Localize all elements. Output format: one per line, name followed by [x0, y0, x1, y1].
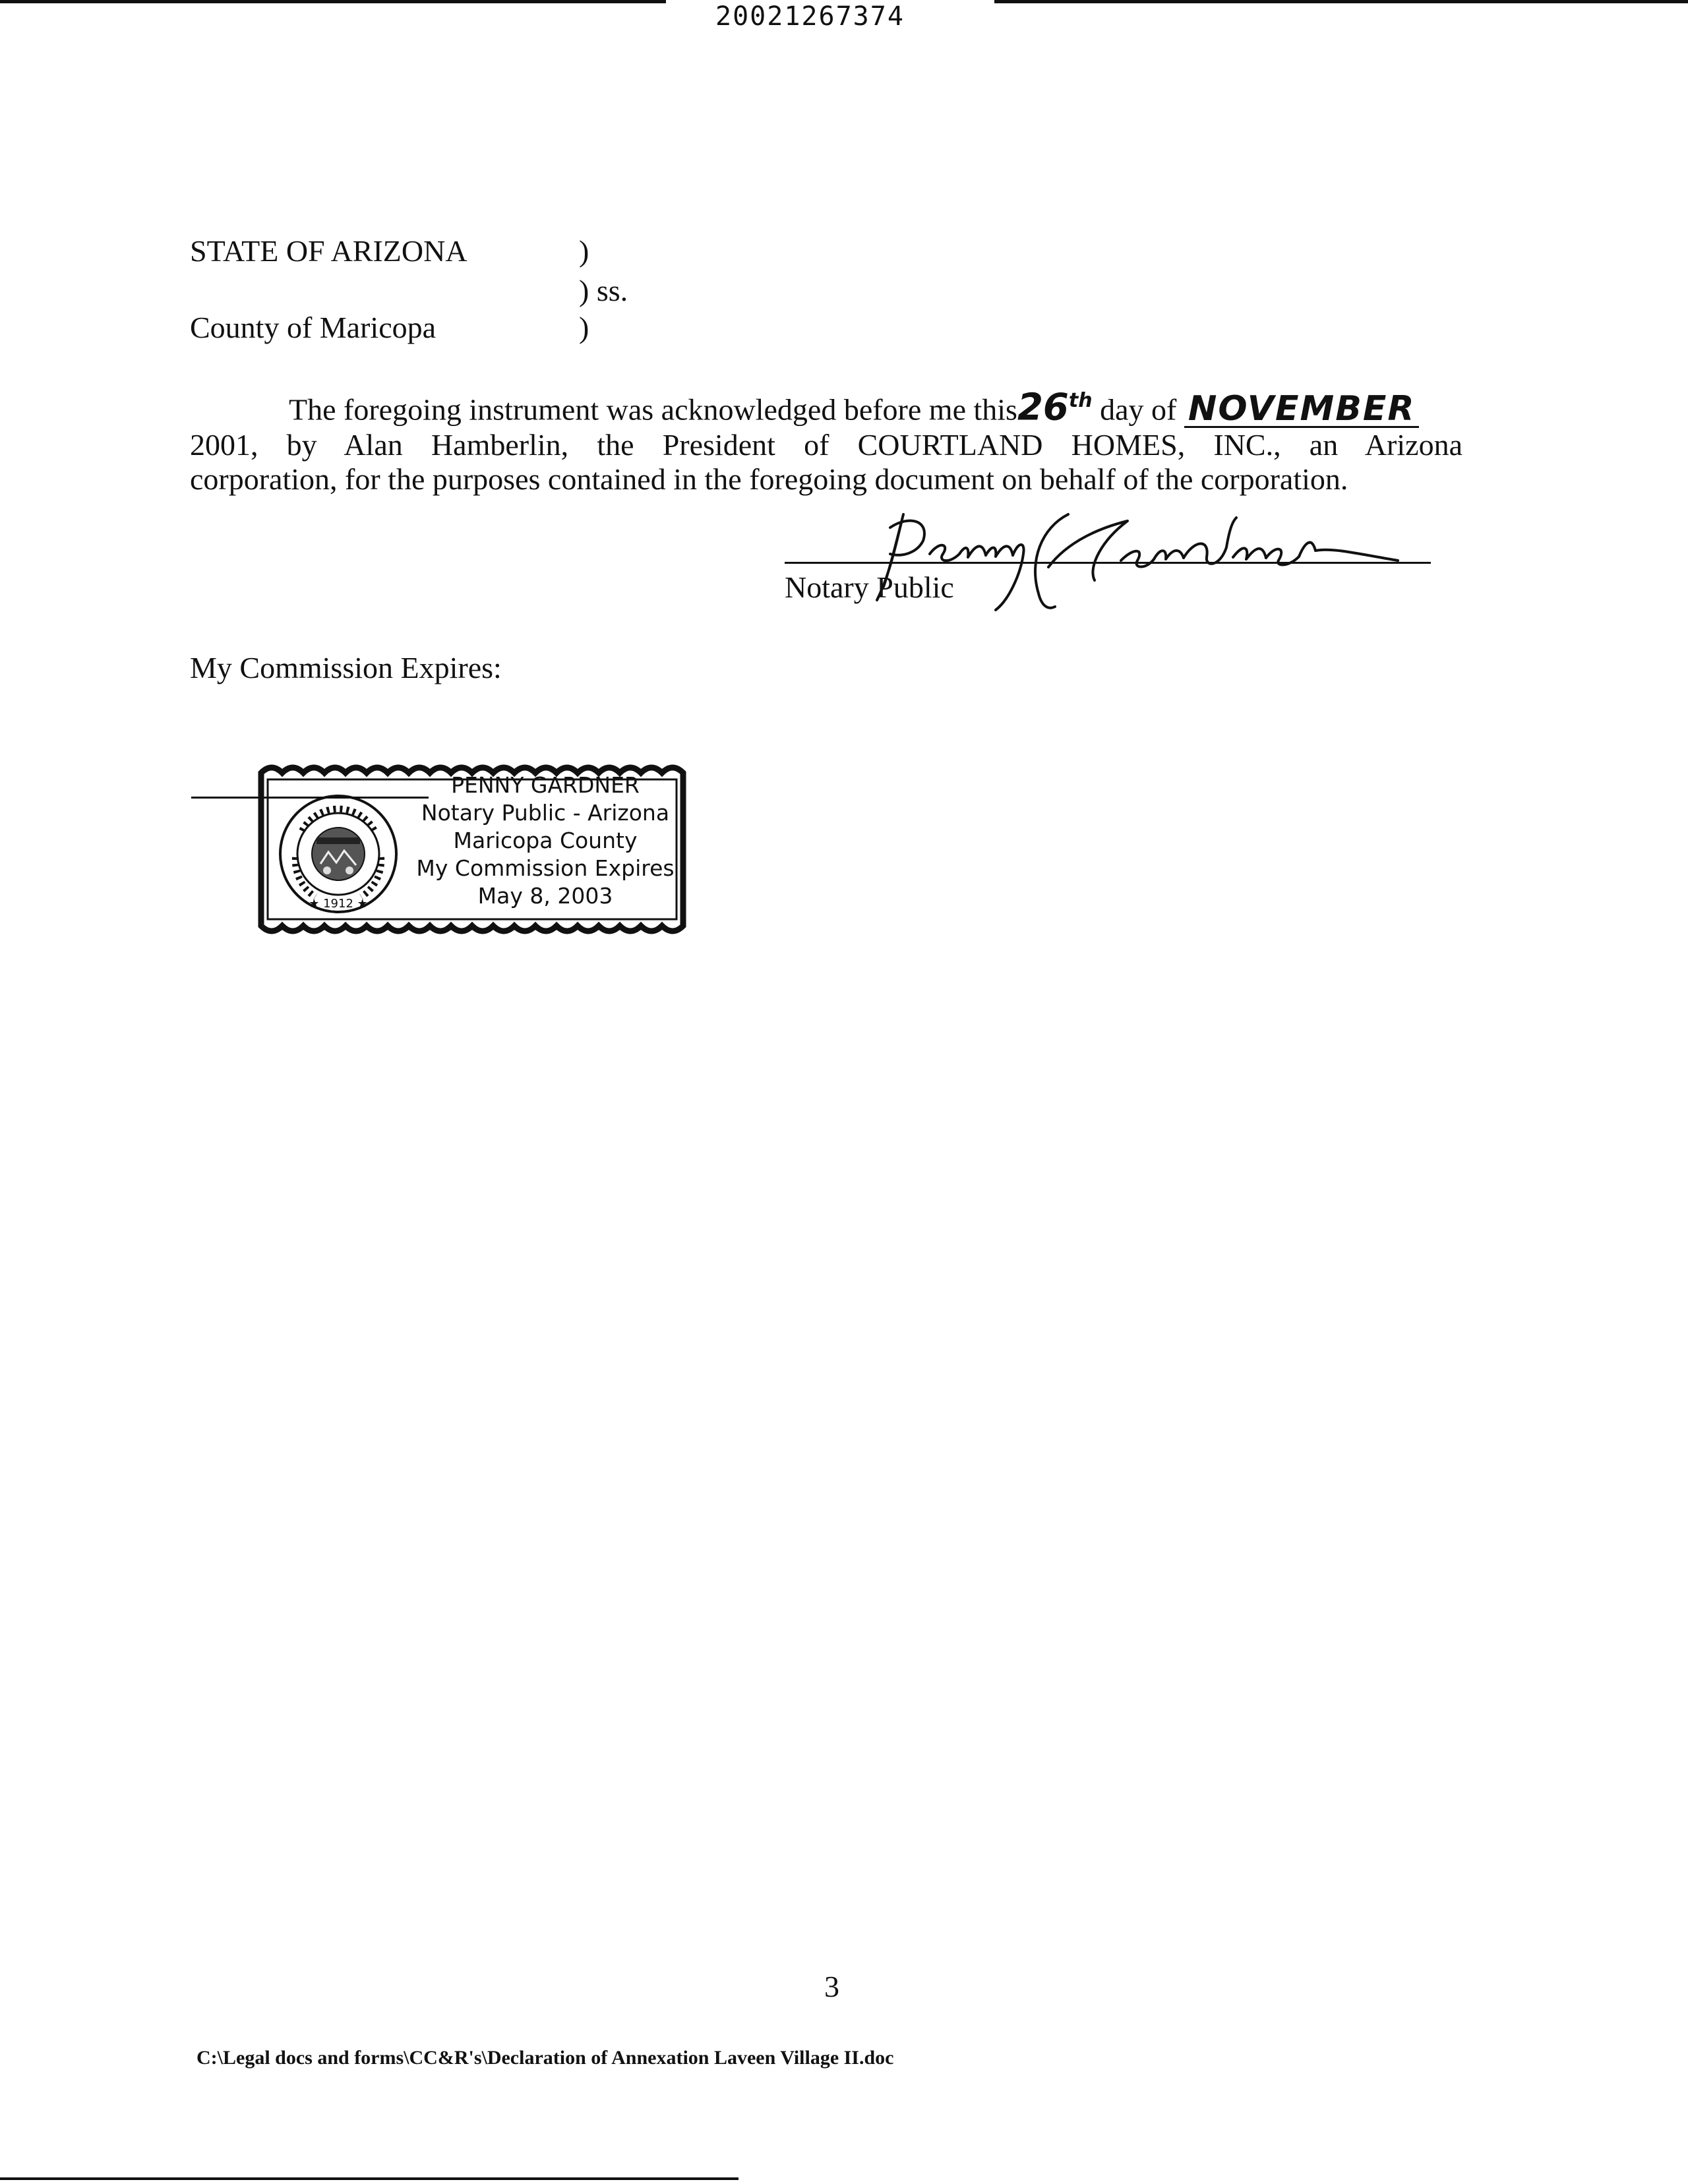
- state-label: STATE OF ARIZONA: [190, 234, 467, 268]
- venue-paren-top: ): [579, 234, 589, 268]
- acknowledgment-line-3: corporation, for the purposes contained in the foregoing document on behalf of the corporation.: [190, 462, 1348, 496]
- venue-paren-bottom: ): [579, 311, 589, 344]
- acknowledgment-line-2: 2001, by Alan Hamberlin, the President of COURTLAND HOMES, INC., an Arizona: [190, 427, 1462, 462]
- acknowledgment-day-of: day of: [1100, 392, 1177, 427]
- day-suffix: th: [1068, 389, 1093, 412]
- ss-label: ) ss.: [579, 274, 628, 307]
- bottom-border: [0, 2177, 738, 2180]
- footer-file-path: C:\Legal docs and forms\CC&R's\Declaration of Annexation Laveen Village II.doc: [196, 2047, 894, 2069]
- top-border-left: [0, 0, 666, 3]
- stamp-county: Maricopa County: [453, 828, 638, 853]
- notary-public-label: Notary Public: [785, 570, 954, 604]
- handwritten-day: [1017, 384, 1093, 429]
- stamp-expires-label: My Commission Expires: [416, 855, 675, 881]
- acknowledgment-line-1: [190, 384, 1462, 428]
- great-seal-of-arizona: [276, 791, 401, 917]
- document-number: 20021267374: [715, 1, 905, 32]
- notary-stamp: [252, 758, 694, 940]
- acknowledgment-paragraph: [190, 384, 1462, 497]
- stamp-expires-date: May 8, 2003: [477, 883, 613, 909]
- stamp-notary-title: Notary Public - Arizona: [421, 800, 670, 826]
- stamp-notary-name: PENNY GARDNER: [451, 772, 640, 798]
- page-number: 3: [824, 1970, 839, 2003]
- acknowledgment-text-start: The foregoing instrument was acknowledged before me this: [289, 392, 1017, 427]
- commission-expires-label: My Commission Expires:: [190, 651, 502, 684]
- svg-text:★ 1912 ★: ★ 1912 ★: [309, 897, 368, 911]
- day-value: 26: [1017, 386, 1069, 429]
- top-border-right: [994, 0, 1688, 3]
- handwritten-month: NOVEMBER: [1184, 392, 1420, 428]
- signature-line: [785, 562, 1431, 564]
- county-label: County of Maricopa: [190, 311, 437, 344]
- stamp-text-block: [410, 772, 680, 910]
